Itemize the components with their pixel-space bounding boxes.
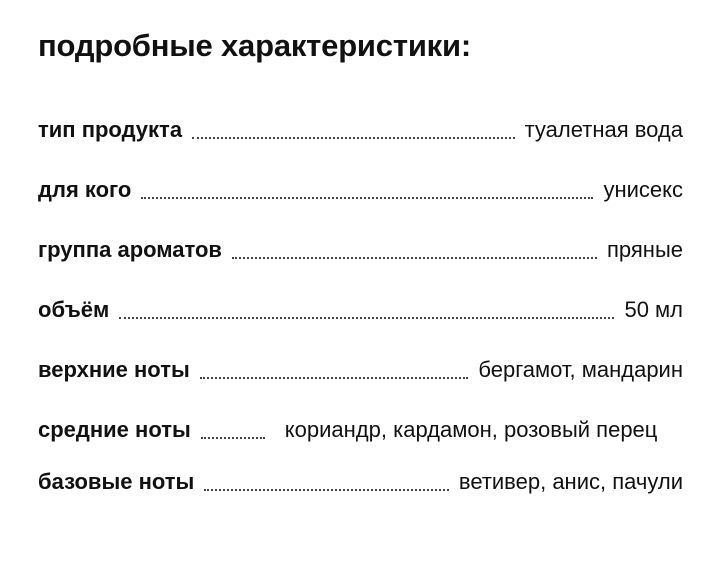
spec-value: кориандр, кардамон, розовый перец xyxy=(284,417,658,442)
dot-leader xyxy=(200,350,469,379)
spec-label: верхние ноты xyxy=(38,357,190,382)
spec-value: ветивер, анис, пачули xyxy=(458,469,683,494)
spec-row-base-notes xyxy=(38,462,683,502)
spec-row-volume xyxy=(38,290,683,330)
dot-leader xyxy=(192,110,515,139)
dot-leader xyxy=(204,462,449,491)
spec-value: унисекс xyxy=(603,177,683,202)
spec-label: группа ароматов xyxy=(38,237,222,262)
spec-label: тип продукта xyxy=(38,117,183,142)
spec-row-middle-notes xyxy=(38,410,683,450)
spec-label: средние ноты xyxy=(38,417,191,442)
spec-label: объём xyxy=(38,297,110,322)
spec-value: 50 мл xyxy=(624,297,683,322)
spec-label: для кого xyxy=(38,177,132,202)
spec-label: базовые ноты xyxy=(38,469,195,494)
spec-row-product-type xyxy=(38,110,683,150)
dot-leader xyxy=(141,170,593,199)
specs-list xyxy=(38,110,683,502)
dot-leader xyxy=(119,290,614,319)
spec-row-audience xyxy=(38,170,683,210)
dot-leader xyxy=(201,410,265,439)
section-title: подробные характеристики: xyxy=(38,28,471,63)
spec-row-top-notes xyxy=(38,350,683,390)
spec-value: бергамот, мандарин xyxy=(478,357,683,382)
dot-leader xyxy=(232,230,597,259)
spec-value: пряные xyxy=(606,237,683,262)
spec-value: туалетная вода xyxy=(524,117,683,142)
spec-row-fragrance-group xyxy=(38,230,683,270)
